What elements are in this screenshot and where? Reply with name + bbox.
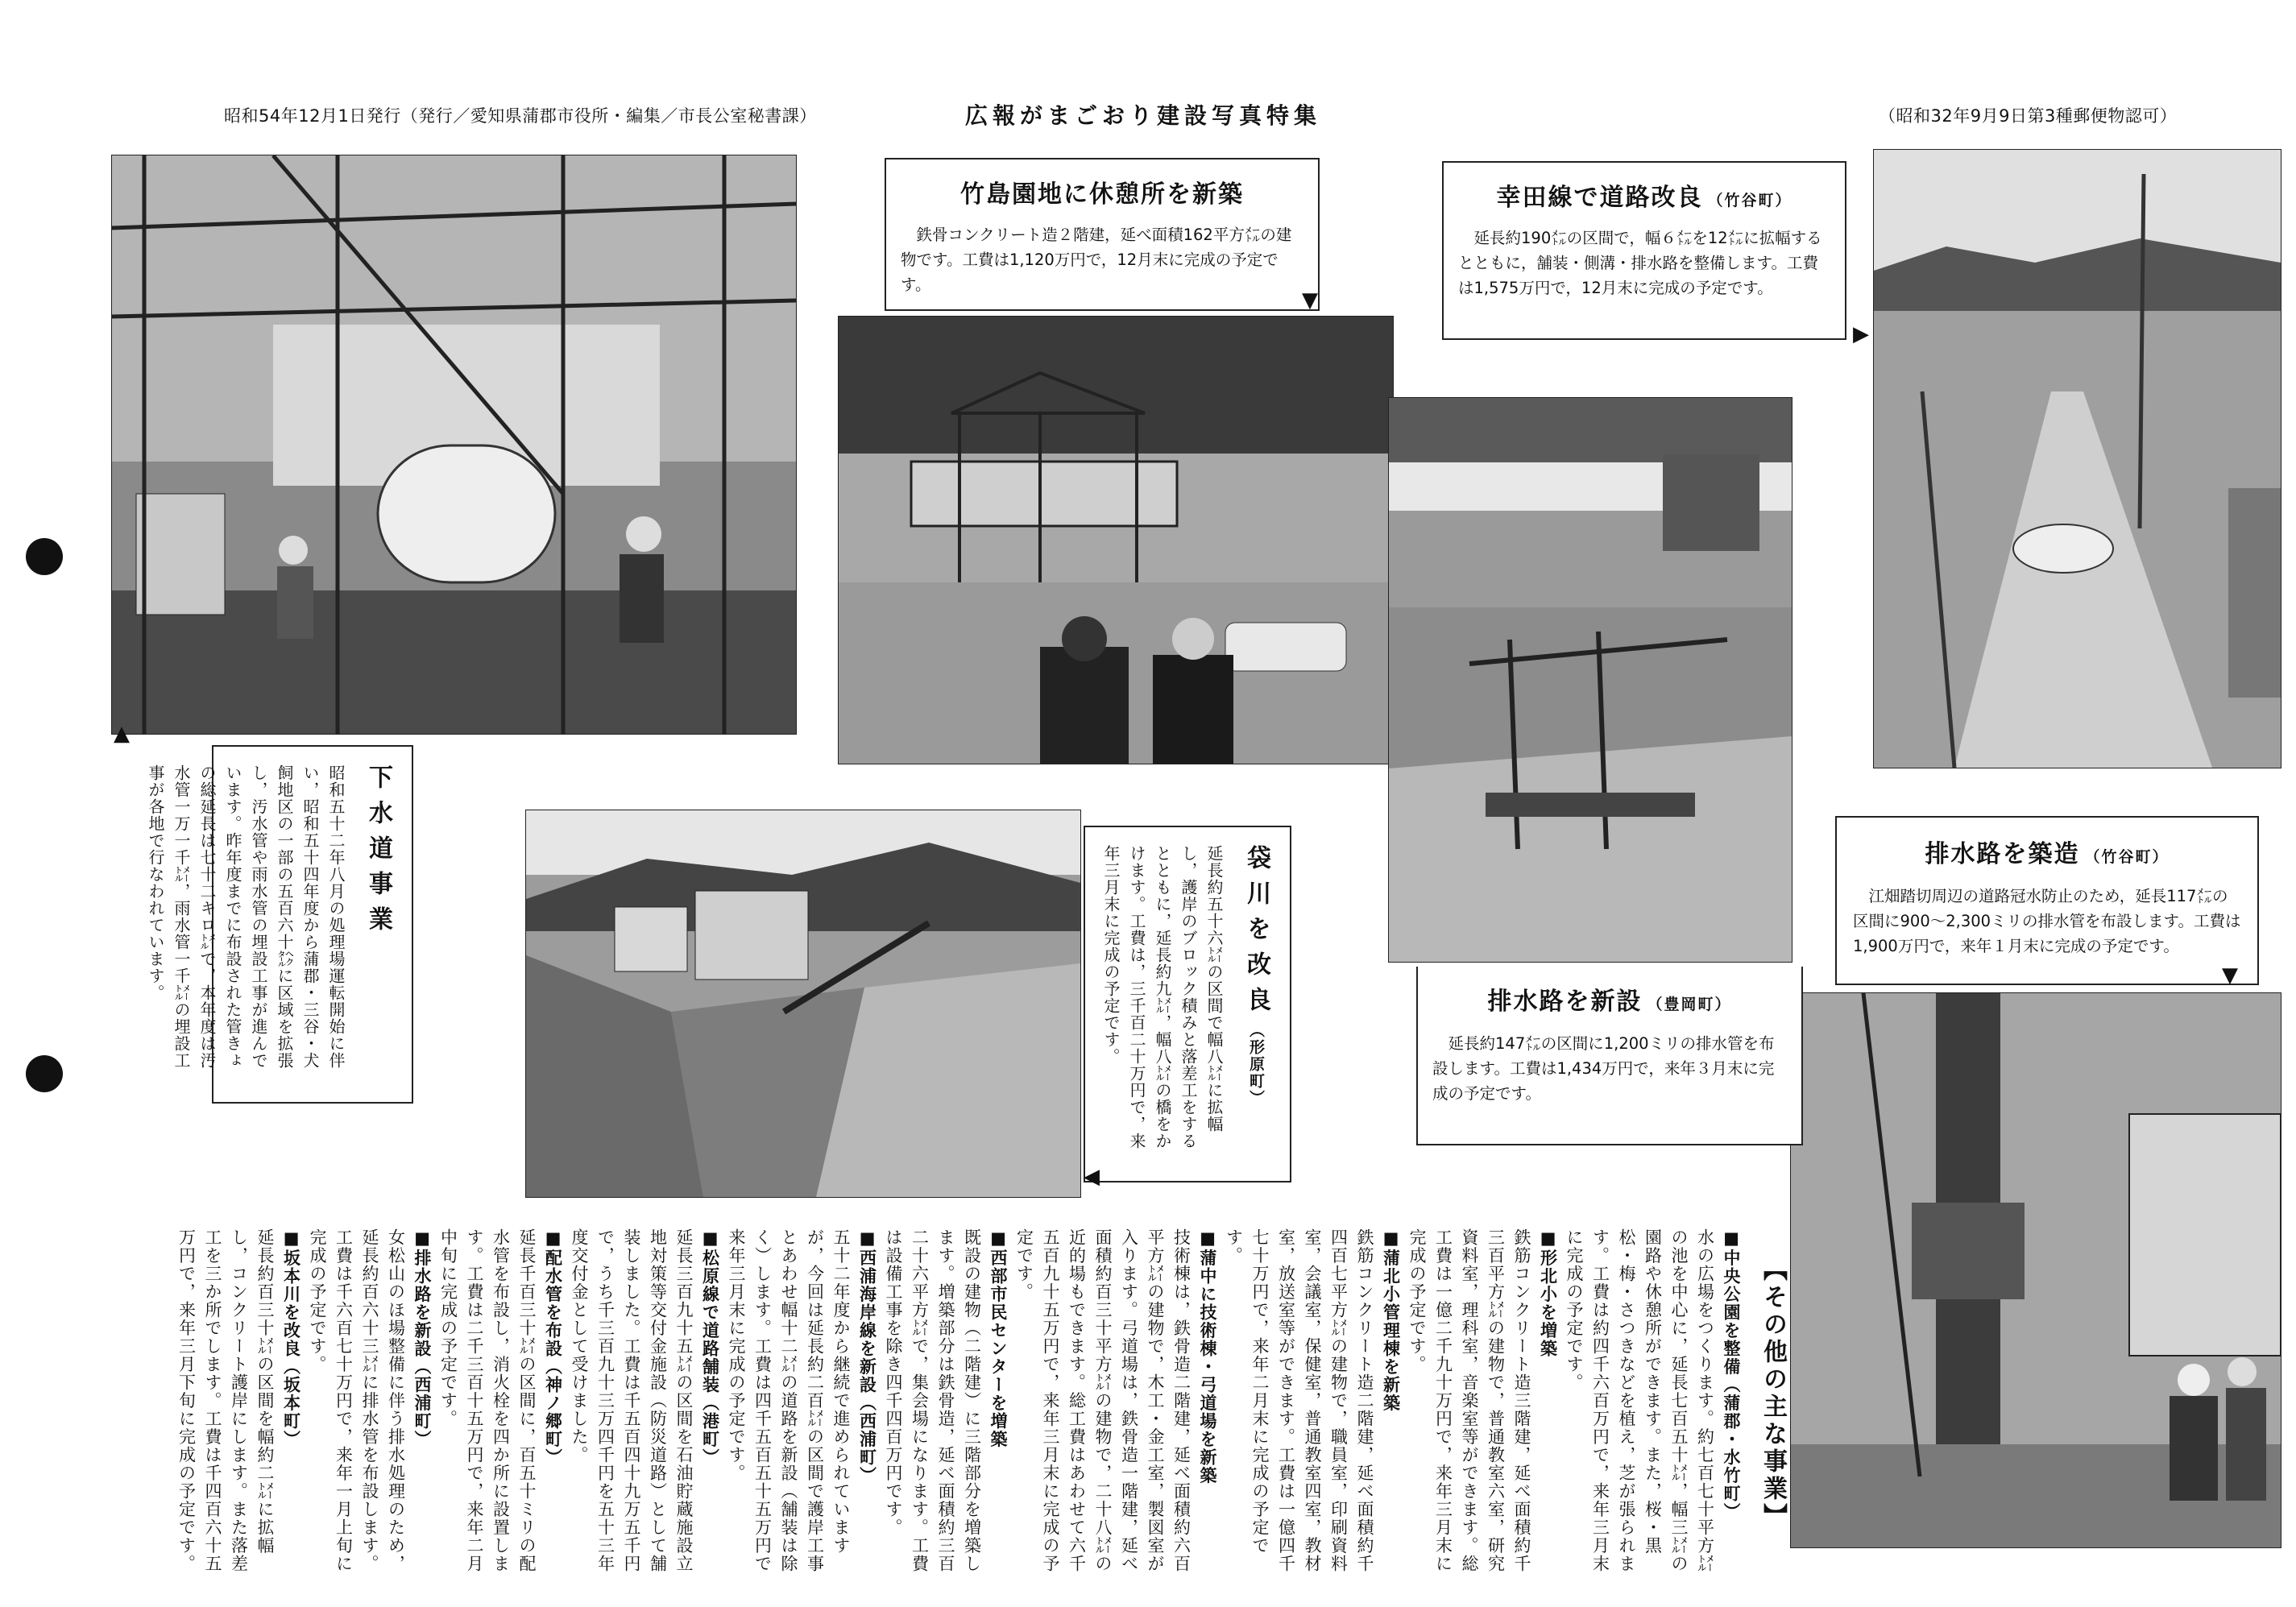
binder-hole-bottom	[26, 1055, 63, 1092]
rest-house-article	[885, 158, 1320, 311]
river-improvement-photo	[525, 810, 1081, 1198]
arrow-down-icon: ▼	[2222, 963, 2238, 988]
rest-house-body: 鉄骨コンクリート造２階建，延べ面積162平方㍍の建物です。工費は1,120万円で，12月末に完成の予定です。	[901, 226, 1292, 294]
road-body: 延長約190㍍の区間で，幅６㍍を12㍍に拡幅するとともに，舗装・側溝・排水路を整備します。工費は1,575万円で，12月末に完成の予定です。	[1458, 229, 1822, 297]
arrow-down-icon: ▼	[1302, 288, 1318, 313]
road-location: （竹谷町）	[1707, 192, 1792, 209]
project-central-park-body: 水の広場をつくります。約七百七十平方㍍の池を中心に，延長七百五十㍍，幅三㍍の園路や休憩所ができます。また，桜・黒松・梅・さつきなどを植え，芝が張られます。工費は約四千六百万円で，来年三月末に完成の予定です。	[1565, 1228, 1715, 1573]
arrow-up-icon: ▲	[114, 722, 130, 746]
drainage-new-location: （豊岡町）	[1647, 996, 1732, 1013]
project-seibu-center-body: 既設の建物（二階建）に三階部分を増築します。増築部分は鉄骨造，延べ面積約三百二十六平方㍍で，集会場になります。工費は設備工事を除き四千四百万円です。	[884, 1228, 982, 1573]
river-article	[1084, 826, 1291, 1182]
drainage-new-article	[1416, 967, 1803, 1145]
drainage-build-title: 排水路を築造	[1925, 840, 2080, 868]
drainage-build-location: （竹谷町）	[2084, 848, 2170, 866]
project-katakita-school-title: ■形北小を増築	[1538, 1228, 1558, 1358]
sewer-body: 昭和五十二年八月の処理場運転開始に伴い，昭和五十四年度から蒲郡・三谷・犬飼地区の一部の五百六十㌶に区域を拡張し，汚水管や雨水管の埋設工事が進んでいます。昨年度までに布設された管きょの総延長は七十二キロ㍍で，本年度は汚水管一万一千㍍，雨水管一千㍍の埋設工事が各地で行なわれています。	[146, 764, 346, 1069]
project-sakamoto-river-body: 延長約百三十㍍の区間を幅約二㍍に拡幅し，コンクリート護岸にします。また落差工を三か所でします。工費は千四百六十五万円で，来年三月下旬に完成の予定です。	[176, 1228, 275, 1573]
drainage-build-article	[1835, 816, 2259, 988]
river-title: 袋川を改良	[1242, 845, 1270, 1022]
project-nishiura-coast-title: ■西浦海岸線を新設（西浦町）	[857, 1228, 877, 1485]
sewer-article	[146, 745, 413, 1104]
project-gamakita-school-title: ■蒲北小管理棟を新築	[1381, 1228, 1401, 1412]
issue-date: 昭和54年12月1日発行（発行／愛知県蒲郡市役所・編集／市長公室秘書課）	[224, 106, 817, 126]
other-projects-heading: 【その他の主な事業】	[1759, 1257, 1787, 1530]
project-central-park-title: ■中央公園を整備（蒲郡・水竹町）	[1722, 1228, 1741, 1521]
river-body: 延長約五十六㍍の区間で幅八㍍に拡幅し，護岸のブロック積みと落差工をするとともに，延長約九㍍，幅八㍍の橋をかけます。工費は，三千百二十万円で，来年三月末に完成の予定です。	[1101, 845, 1224, 1149]
project-gamachu-title: ■蒲中に技術棟・弓道場を新築	[1198, 1228, 1217, 1485]
project-nishiura-drain-body: 女松山のほ場整備に伴う排水処理のため，延長約百六十三㍍に排水管を布設します。工費は千六百七十万円で，来年一月上旬に完成の予定です。	[308, 1228, 406, 1573]
drainage-new-body: 延長約147㍍の区間に1,200ミリの排水管を布設します。工費は1,434万円で，来年３月末に完成の予定です。	[1432, 1034, 1775, 1103]
drainage-build-body: 江畑踏切周辺の道路冠水防止のため，延長117㍍の区間に900～2,300ミリの排水管を布設します。工費は1,900万円で，来年１月末に完成の予定です。	[1853, 887, 2241, 955]
page-title: 広報がまごおり建設写真特集	[965, 102, 1322, 129]
project-matsubara-title: ■松原線で道路舗装（港町）	[700, 1228, 720, 1467]
rest-house-title: 竹島園地に休憩所を新築	[960, 180, 1244, 209]
project-matsubara-body: 延長三百九十五㍍の区間を石油貯蔵施設立地対策等交付金施設（防災道路）として舗装しました。工費は千五百四十九万五千円で，うち千三百九十三万四千円を五十三年度交付金として受けました。	[570, 1228, 694, 1573]
drain-pile-driver-photo	[1790, 992, 2281, 1548]
road-article	[1442, 161, 1846, 340]
other-projects-body	[117, 1228, 1744, 1583]
project-seibu-center-title: ■西部市民センターを増築	[988, 1228, 1008, 1448]
arrow-right-icon: ▶	[1853, 322, 1869, 346]
river-location: （形原町）	[1247, 1022, 1265, 1107]
drainage-new-title: 排水路を新設	[1487, 988, 1643, 1016]
road-improvement-photo	[1873, 149, 2281, 768]
project-water-pipe-body: 延長千百三十㍍の区間に，百五十ミリの配水管を布設し，消火栓を四か所に設置します。工費は二千三百十五万円で，来年二月中旬に完成の予定です。	[438, 1228, 537, 1573]
road-title: 幸田線で道路改良	[1496, 184, 1703, 212]
sewer-construction-photo	[111, 155, 797, 735]
project-gamachu-body: 技術棟は，鉄骨造二階建，延べ面積約六百平方㍍の建物で，木工・金工室，製図室が入ります。弓道場は，鉄骨造一階建，延べ面積約百三十平方㍍の建物で，二十八㍍の近的場もできます。総工費はあわせて六千五百九十五万円で，来年三月末に完成の予定です。	[1014, 1228, 1192, 1573]
arrow-left-icon: ◀	[1084, 1165, 1100, 1189]
binder-hole-top	[26, 538, 63, 575]
project-water-pipe-title: ■配水管を布設（神ノ郷町）	[543, 1228, 563, 1467]
postal-permit: （昭和32年9月9日第3種郵便物認可）	[1879, 106, 2178, 126]
project-nishiura-coast-body: 五十二年度から継続で進められていますが，今回は延長約二百㍍の区間で護岸工事とあわせ幅十二㍍の道路を新設（舗装は除く）します。工費は四千五百五十五万円で来年三月末に完成の予定です。	[727, 1228, 851, 1573]
rest-house-photo	[838, 316, 1394, 764]
project-katakita-school-body: 鉄筋コンクリート造三階建，延べ面積約千三百平方㍍の建物で，普通教室六室，研究資料室，理科室，音楽室等ができます。総工費は一億二千九十万円で，来年三月末に完成の予定です。	[1407, 1228, 1531, 1573]
project-sakamoto-river-title: ■坂本川を改良（坂本町）	[281, 1228, 301, 1448]
project-nishiura-drain-title: ■排水路を新設（西浦町）	[412, 1228, 432, 1448]
drainage-trench-photo	[1388, 397, 1792, 963]
sewer-title: 下水道事業	[364, 764, 392, 942]
project-gamakita-school-body: 鉄筋コンクリート造二階建，延べ面積約千四百七平方㍍の建物で，職員室，印刷資料室，会議室，保健室，普通教室四室，教材室，放送室等ができます。工費は一億四千七十万円で，来年二月末に完成の予定です。	[1224, 1228, 1374, 1573]
